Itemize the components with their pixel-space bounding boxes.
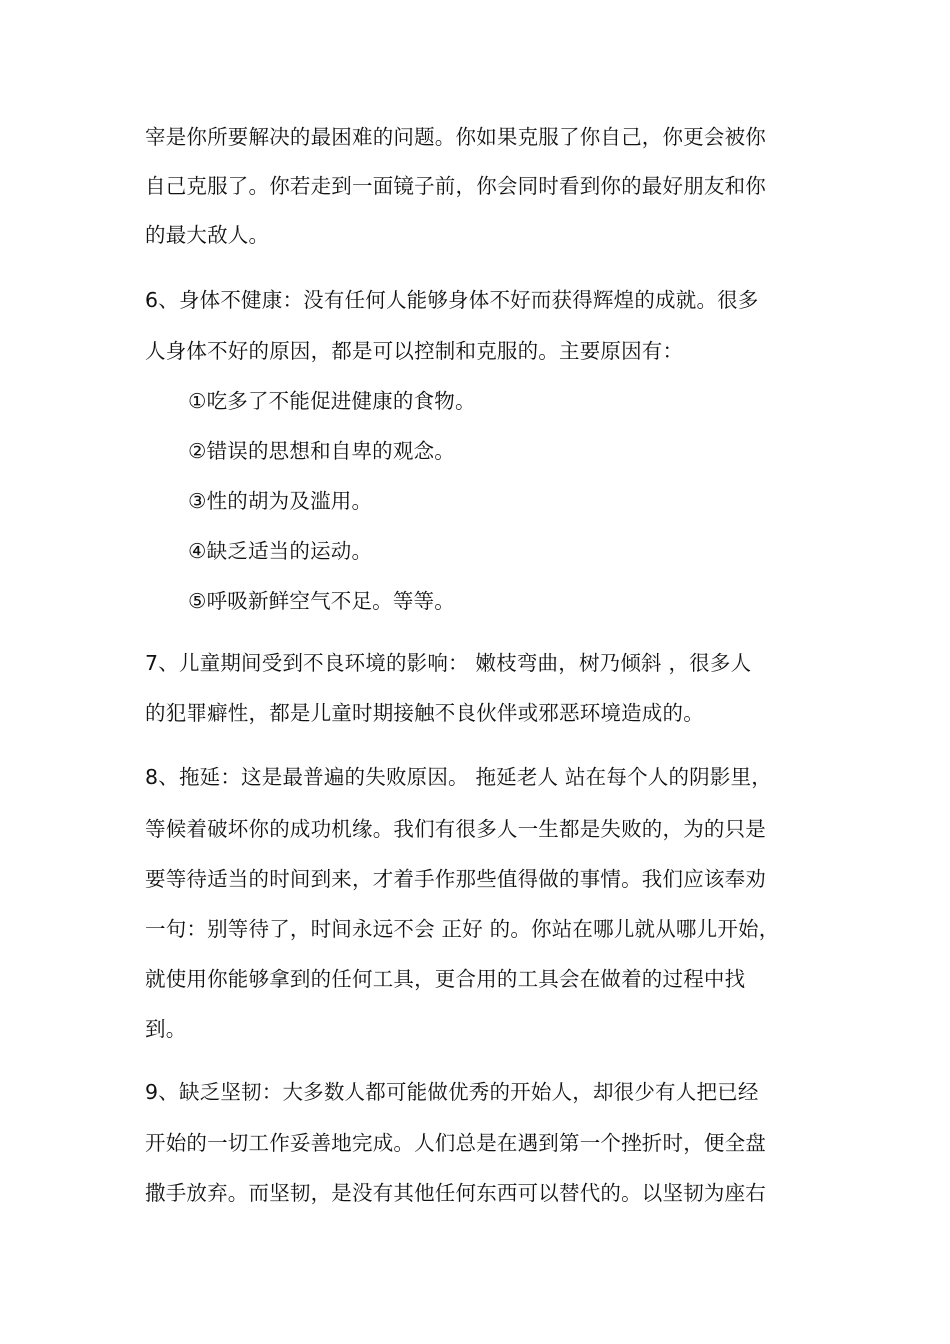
text-line: 等候着破坏你的成功机缘。我们有很多人一生都是失败的，为的只是 (145, 817, 766, 841)
list-item: ①吃多了不能促进健康的食物。 (188, 389, 476, 413)
text-line: 开始的一切工作妥善地完成。人们总是在遇到第一个挫折时，便全盘 (145, 1131, 766, 1155)
list-item: ④缺乏适当的运动。 (188, 539, 373, 563)
text-line: 的犯罪癖性，都是儿童时期接触不良伙伴或邪恶环境造成的。 (145, 701, 704, 725)
list-item: ⑤呼吸新鲜空气不足。等等。 (188, 589, 455, 613)
text-line: 6、身体不健康：没有任何人能够身体不好而获得辉煌的成就。很多 (145, 288, 759, 312)
list-item: ②错误的思想和自卑的观念。 (188, 439, 455, 463)
text-line: 7、儿童期间受到不良环境的影响： 嫩枝弯曲，树乃倾斜 ，很多人 (145, 651, 752, 675)
text-line: 撒手放弃。而坚韧，是没有其他任何东西可以替代的。以坚韧为座右 (145, 1181, 766, 1205)
text-line: 宰是你所要解决的最困难的问题。你如果克服了你自己，你更会被你 (145, 125, 766, 149)
text-line: 自己克服了。你若走到一面镜子前，你会同时看到你的最好朋友和你 (145, 174, 766, 198)
text-line: 9、缺乏坚韧：大多数人都可能做优秀的开始人，却很少有人把已经 (145, 1080, 759, 1104)
text-line: 就使用你能够拿到的任何工具，更合用的工具会在做着的过程中找 (145, 967, 746, 991)
text-line: 到。 (145, 1017, 187, 1041)
text-line: 要等待适当的时间到来，才着手作那些值得做的事情。我们应该奉劝 (145, 867, 766, 891)
list-item: ③性的胡为及滥用。 (188, 489, 373, 513)
text-line: 一句：别等待了，时间永远不会 正好 的。你站在哪儿就从哪儿开始， (145, 917, 780, 941)
text-line: 人身体不好的原因，都是可以控制和克服的。主要原因有： (145, 339, 684, 363)
text-line: 的最大敌人。 (145, 223, 270, 247)
text-line: 8、拖延：这是最普遍的失败原因。 拖延老人 站在每个人的阴影里， (145, 765, 772, 789)
